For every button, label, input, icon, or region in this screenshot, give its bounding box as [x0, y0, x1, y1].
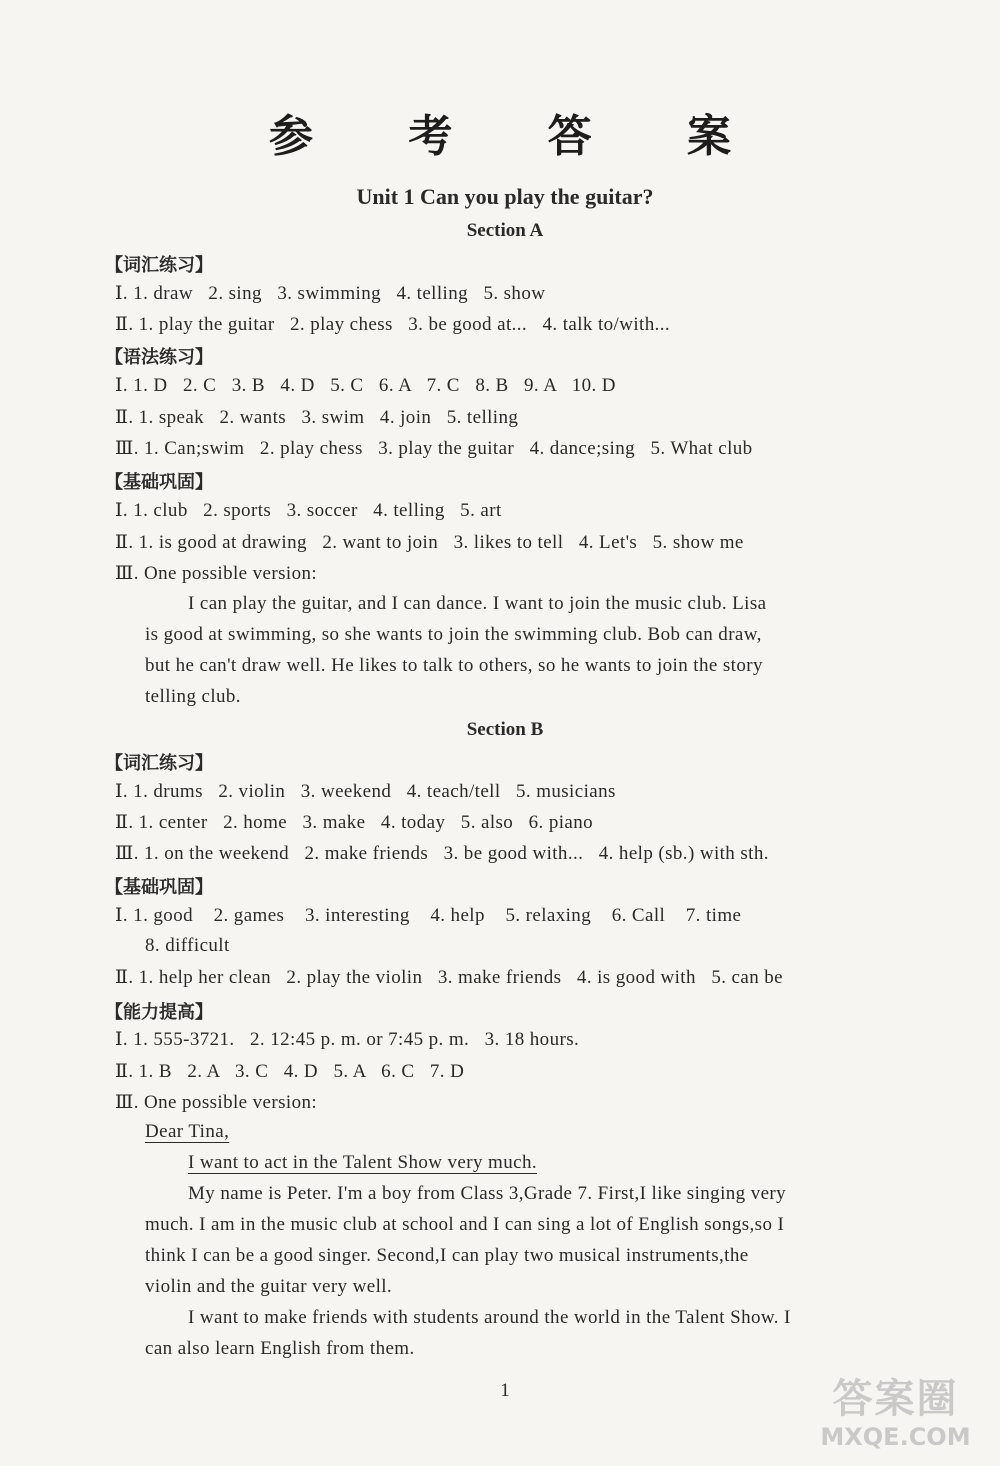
answer-line: 8. difficult — [145, 935, 230, 956]
page-number: 1 — [500, 1380, 510, 1401]
answer-line: I can play the guitar, and I can dance. I want to join the music club. Lisa — [188, 593, 767, 614]
category-heading: 【词汇练习】 — [105, 753, 213, 774]
category-heading: 【词汇练习】 — [105, 255, 213, 276]
answer-line: Ⅲ. One possible version: — [115, 563, 318, 584]
answer-line: Ⅱ. 1. speak 2. wants 3. swim 4. join 5. telling — [115, 407, 519, 428]
section-a-title: Section A — [466, 220, 544, 241]
answer-line: Ⅰ. 1. 555-3721. 2. 12:45 p. m. or 7:45 p. m. 3. 18 hours. — [115, 1029, 580, 1050]
answer-line: Dear Tina, — [145, 1121, 230, 1142]
watermark-cn: 答案圈 — [832, 1376, 959, 1422]
answer-line: Ⅱ. 1. help her clean 2. play the violin 3. make friends 4. is good with 5. can be — [115, 967, 783, 988]
answer-line: Ⅲ. 1. on the weekend 2. make friends 3. be good with... 4. help (sb.) with sth. — [115, 843, 769, 864]
answer-line: telling club. — [145, 686, 241, 707]
category-heading: 【基础巩固】 — [105, 472, 213, 493]
answer-line: Ⅲ. One possible version: — [115, 1092, 318, 1113]
answer-line: is good at swimming, so she wants to join the swimming club. Bob can draw, — [145, 624, 762, 645]
answer-line: Ⅰ. 1. club 2. sports 3. soccer 4. telling 5. art — [115, 500, 502, 521]
answer-line: violin and the guitar very well. — [145, 1276, 393, 1297]
answer-line: Ⅰ. 1. drums 2. violin 3. weekend 4. teach/tell 5. musicians — [115, 781, 616, 802]
answer-line: Ⅲ. 1. Can;swim 2. play chess 3. play the guitar 4. dance;sing 5. What club — [115, 438, 753, 459]
answer-line: Ⅱ. 1. B 2. A 3. C 4. D 5. A 6. C 7. D — [115, 1061, 465, 1082]
answer-line: much. I am in the music club at school and I can sing a lot of English songs,so I — [145, 1214, 785, 1235]
unit-title: Unit 1 Can you play the guitar? — [356, 184, 654, 209]
page-title: 参 考 答 案 — [269, 111, 771, 162]
category-heading: 【语法练习】 — [105, 347, 213, 368]
answer-line: but he can't draw well. He likes to talk to others, so he wants to join the story — [145, 655, 763, 676]
watermark-en: MXQE.COM — [820, 1423, 971, 1451]
answer-line: can also learn English from them. — [145, 1338, 415, 1359]
answer-line: My name is Peter. I'm a boy from Class 3,Grade 7. First,I like singing very — [188, 1183, 787, 1204]
answer-line: think I can be a good singer. Second,I can play two musical instruments,the — [145, 1245, 749, 1266]
answer-line: Ⅰ. 1. draw 2. sing 3. swimming 4. telling 5. show — [115, 283, 546, 304]
answer-line: Ⅱ. 1. is good at drawing 2. want to join 3. likes to tell 4. Let's 5. show me — [115, 532, 744, 553]
answer-line: I want to make friends with students around the world in the Talent Show. I — [188, 1307, 791, 1328]
answer-line: Ⅱ. 1. center 2. home 3. make 4. today 5. also 6. piano — [115, 812, 594, 833]
answer-line: Ⅱ. 1. play the guitar 2. play chess 3. be good at... 4. talk to/with... — [115, 314, 671, 335]
watermark-logo — [803, 1375, 988, 1460]
answer-line: Ⅰ. 1. D 2. C 3. B 4. D 5. C 6. A 7. C 8. B 9. A 10. D — [115, 375, 616, 396]
category-heading: 【能力提高】 — [105, 1002, 213, 1023]
answer-line: Ⅰ. 1. good 2. games 3. interesting 4. help 5. relaxing 6. Call 7. time — [115, 905, 742, 926]
section-b-title: Section B — [466, 719, 544, 740]
category-heading: 【基础巩固】 — [105, 877, 213, 898]
answer-line: I want to act in the Talent Show very much. — [188, 1152, 537, 1173]
